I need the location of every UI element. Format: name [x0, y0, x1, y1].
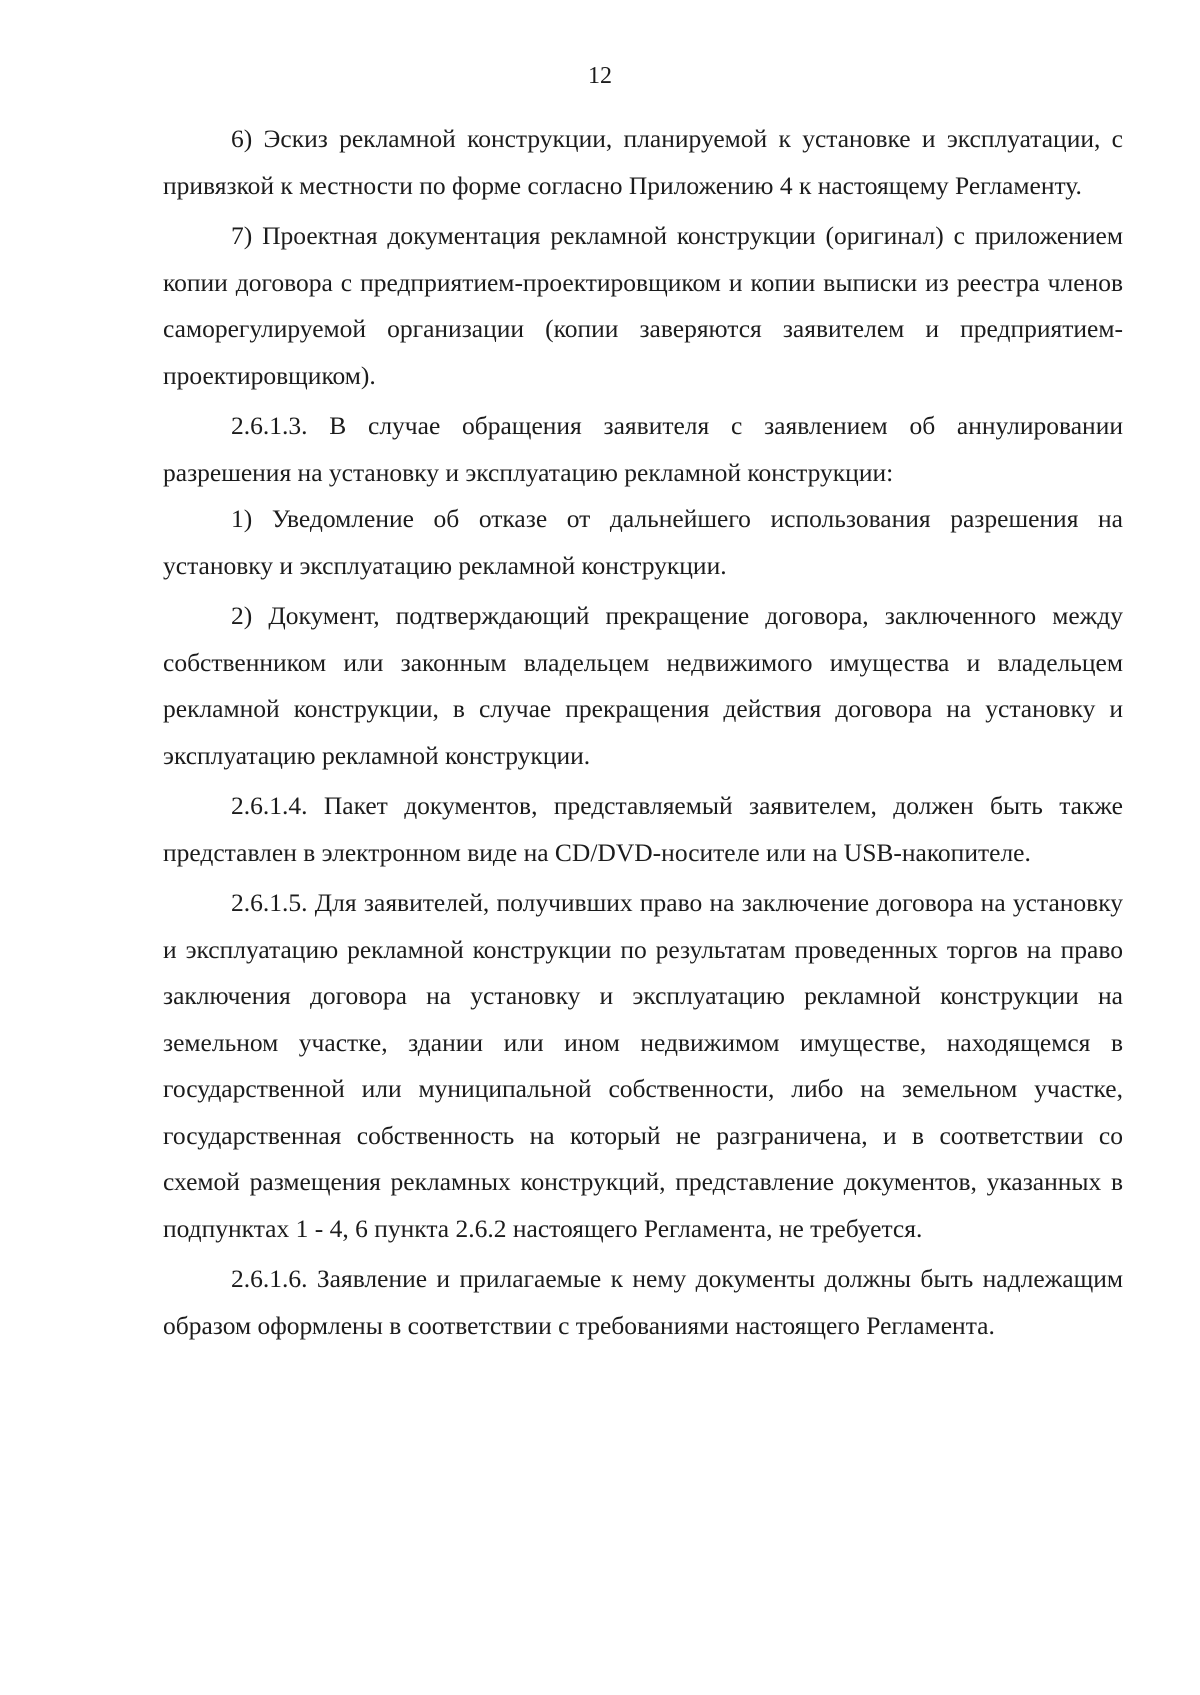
paragraph-2-6-1-6: 2.6.1.6. Заявление и прилагаемые к нему документы должны быть надлежащим образом оформлены в соответствии с требованиями настоящего Регламента.	[163, 1264, 1123, 1340]
paragraph-2-6-1-5: 2.6.1.5. Для заявителей, получивших право на заключение договора на установку и эксплуатацию рекламной конструкции по результатам проведенных торгов на право заключения договора на установку и эксплуатацию рекламной конструкции на земельном участке, здании или ином недвижимом имуществе, находящемся в государственной или муниципальной собственности, либо на земельном участке, государственная собственность на который не разграничена, и в соответствии со схемой размещения рекламных конструкций, представление документов, указанных в подпунктах 1 - 4, 6 пункта 2.6.2 настоящего Регламента, не требуется.	[163, 888, 1123, 1243]
paragraph-2-6-1-3: 2.6.1.3. В случае обращения заявителя с заявлением об аннулировании разрешения на установку и эксплуатацию рекламной конструкции:	[163, 411, 1123, 487]
page-number: 12	[588, 63, 612, 89]
paragraph-notice-of-refusal: 1) Уведомление об отказе от дальнейшего использования разрешения на установку и эксплуатацию рекламной конструкции.	[163, 504, 1123, 580]
paragraph-project-documentation: 7) Проектная документация рекламной конструкции (оригинал) с приложением копии договора с предприятием-проектировщиком и копии выписки из реестра членов саморегулируемой организации (копии заверяются заявителем и предприятием-проектировщиком).	[163, 221, 1123, 390]
document-body	[163, 116, 1123, 1353]
paragraph-sketch: 6) Эскиз рекламной конструкции, планируемой к установке и эксплуатации, с привязкой к местности по форме согласно Приложению 4 к настоящему Регламенту.	[163, 124, 1123, 200]
paragraph-2-6-1-4: 2.6.1.4. Пакет документов, представляемый заявителем, должен быть также представлен в электронном виде на CD/DVD-носителе или на USB-накопителе.	[163, 791, 1123, 867]
paragraph-termination-document: 2) Документ, подтверждающий прекращение договора, заключенного между собственником или законным владельцем недвижимого имущества и владельцем рекламной конструкции, в случае прекращения действия договора на установку и эксплуатацию рекламной конструкции.	[163, 601, 1123, 770]
